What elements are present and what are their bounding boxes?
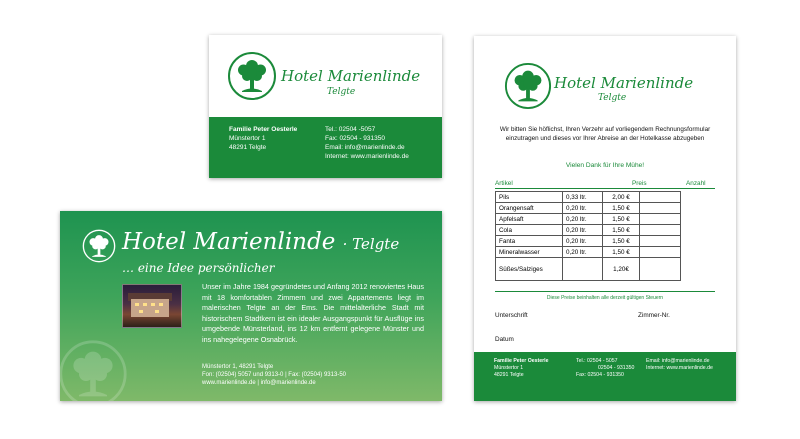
form-footer	[474, 352, 736, 401]
tree-logo-icon	[82, 229, 116, 263]
order-form-card	[474, 36, 736, 401]
tree-watermark-icon	[60, 339, 128, 401]
table-row	[496, 247, 681, 258]
table-row	[496, 192, 681, 203]
divider	[495, 291, 715, 292]
size-cell	[563, 258, 603, 281]
flyer-card	[60, 211, 442, 401]
address-line: Münstertor 1, 48291 Telgte	[202, 364, 274, 370]
quantity-cell[interactable]	[640, 236, 681, 247]
item-cell: Cola	[496, 225, 563, 236]
hotel-name: Hotel Marienlinde	[281, 67, 421, 85]
thanks-text: Vielen Dank für Ihre Mühe!	[565, 162, 645, 169]
size-cell: 0,33 ltr.	[563, 192, 603, 203]
quantity-cell[interactable]	[640, 258, 681, 281]
col-artikel: Artikel	[495, 180, 513, 187]
phone: Tel.: 02504 - 5057	[576, 358, 618, 364]
tagline: … eine Idee persönlicher	[122, 261, 275, 275]
size-cell: 0,20 ltr.	[563, 203, 603, 214]
tree-logo-icon	[504, 62, 552, 110]
price-cell: 1,50 €	[603, 225, 640, 236]
table-row	[496, 258, 681, 281]
phone-2: 02504 - 931350	[598, 365, 635, 371]
col-preis: Preis	[632, 180, 647, 187]
divider	[495, 188, 715, 189]
price-cell: 1,50 €	[603, 236, 640, 247]
date-label: Datum	[495, 336, 514, 343]
street: Münstertor 1	[229, 135, 266, 142]
quantity-cell[interactable]	[640, 214, 681, 225]
size-cell: 0,20 ltr.	[563, 225, 603, 236]
size-cell: 0,20 ltr.	[563, 214, 603, 225]
business-card	[209, 35, 442, 178]
price-cell: 1,50 €	[603, 203, 640, 214]
item-cell: Fanta	[496, 236, 563, 247]
price-cell: 1,50 €	[603, 247, 640, 258]
city: 48291 Telgte	[494, 372, 524, 378]
owner-name: Familie Peter Oesterle	[494, 358, 549, 364]
phone-line: Fon: (02504) 5057 und 9313-0 | Fax: (02504) 9313-50	[202, 372, 346, 378]
street: Münstertor 1	[494, 365, 524, 371]
flyer-title	[122, 229, 399, 255]
owner-name: Familie Peter Oesterle	[229, 126, 298, 133]
fax: Fax: 02504 - 931350	[325, 135, 385, 142]
item-cell: Pils	[496, 192, 563, 203]
item-cell: Mineralwasser	[496, 247, 563, 258]
email: Email: info@marienlinde.de	[646, 358, 710, 364]
flyer-body-text: Unser im Jahre 1984 gegründetes und Anfang 2012 renoviertes Haus mit 18 komfortablen Zimmern und zwei Appartements liegt im malerischen Telgte an der Ems. Die mittelalterliche Stadt mit historischem Stadtkern ist ein idealer Ausgangspunkt für Ausflüge ins umgebende Münsterland, ins 12 km entfernt gelegene Münster und ins nahegelegene Osnabrück.	[202, 282, 424, 344]
room-number-label: Zimmer-Nr.	[638, 312, 670, 319]
website: Internet: www.marienlinde.de	[325, 153, 409, 160]
item-cell: Apfelsaft	[496, 214, 563, 225]
form-intro: Wir bitten Sie höflichst, Ihren Verzehr auf vorliegendem Rechnungsformular einzutragen und dieses vor Ihrer Abreise an der Hotelkasse abzugeben	[499, 126, 711, 142]
hotel-town: · Telgte	[342, 235, 400, 253]
web-line: www.marienlinde.de | info@marienlinde.de	[202, 380, 316, 386]
price-cell: 1,20€	[603, 258, 640, 281]
phone: Tel.: 02504 -5057	[325, 126, 376, 133]
table-row	[496, 225, 681, 236]
quantity-cell[interactable]	[640, 225, 681, 236]
size-cell: 0,20 ltr.	[563, 247, 603, 258]
hotel-photo	[122, 284, 182, 328]
hotel-name: Hotel Marienlinde	[122, 229, 336, 255]
email: Email: info@marienlinde.de	[325, 144, 405, 151]
quantity-cell[interactable]	[640, 192, 681, 203]
price-table	[495, 191, 681, 281]
fax: Fax: 02504 - 931350	[576, 372, 624, 378]
price-cell: 1,50 €	[603, 214, 640, 225]
flyer-address	[202, 363, 346, 387]
signature-label: Unterschrift	[495, 312, 528, 319]
table-row	[496, 214, 681, 225]
quantity-cell[interactable]	[640, 203, 681, 214]
size-cell: 0,20 ltr.	[563, 236, 603, 247]
website: Internet: www.marienlinde.de	[646, 365, 713, 371]
price-cell: 2,00 €	[603, 192, 640, 203]
item-cell: Süßes/Salziges	[496, 258, 563, 281]
city: 48291 Telgte	[229, 144, 267, 151]
hotel-town: Telgte	[327, 87, 356, 97]
quantity-cell[interactable]	[640, 247, 681, 258]
hotel-name: Hotel Marienlinde	[554, 74, 694, 92]
col-anzahl: Anzahl	[686, 180, 706, 187]
contact-band	[209, 117, 442, 178]
hotel-town: Telgte	[598, 93, 627, 103]
table-row	[496, 236, 681, 247]
tax-note: Diese Preise beinhalten alle derzeit gültigen Steuern	[546, 295, 664, 301]
item-cell: Orangensaft	[496, 203, 563, 214]
table-row	[496, 203, 681, 214]
tree-logo-icon	[227, 51, 277, 101]
